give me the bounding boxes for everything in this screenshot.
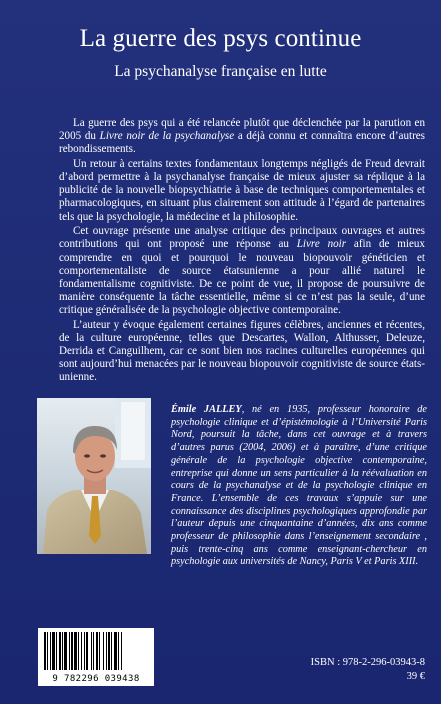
- blurb-paragraph: La guerre des psys qui a été relancée plutôt que déclenchée par la parution en 2005 du Livre noir de la psychanalyse a déjà connu et connaîtra encore d’autres rebondissements.: [59, 117, 426, 156]
- barcode-bar: [118, 632, 119, 670]
- barcode-bar: [86, 632, 88, 670]
- barcode-bar: [64, 632, 67, 670]
- barcode-bar: [62, 632, 63, 670]
- barcode-bar: [111, 632, 112, 670]
- blurb-paragraph: Cet ouvrage présente une analyse critique des principaux ouvrages et autres contributions qui ont proposé une réponse au Livre noir afin de mieux comprendre en quoi et pourquoi le nouveau biopouvoir généticien et comportementaliste de source étatsunienne a pour allié naturel le fondamentalisme cognitiviste. De ce point de vue, il propose de poursuivre de manière conséquente la tâche essentielle, même si ce n’est pas la seule, d’une critique généralisée de la psychologie objective contemporaine.: [59, 225, 425, 317]
- author-name: Émile JALLEY: [171, 404, 242, 415]
- barcode-bar: [84, 632, 85, 670]
- barcode-bar: [52, 632, 55, 670]
- barcode-bar: [99, 632, 100, 670]
- barcode-bar: [96, 632, 98, 670]
- barcode-bar: [91, 632, 92, 670]
- barcode-bar: [69, 632, 70, 670]
- barcode-digits: 9 782296 039438: [52, 674, 140, 684]
- blurb-paragraph: Un retour à certains textes fondamentaux longtemps négligés de Freud devrait d’abord permettre à la psychanalyse française de mieux ajuster sa réplique à la publicité de la nouvelle biopsychiatrie à base de techniques comportementales et pharmacologiques, en situant plus clairement son attitude à l’égard de partenaires tels que la psychologie, la médecine et la philosophie.: [59, 157, 425, 223]
- price: 39 €: [406, 671, 425, 682]
- barcode-bar: [108, 632, 110, 670]
- author-bio: [171, 404, 427, 569]
- barcode-bar: [93, 632, 94, 670]
- barcode-bar: [74, 632, 77, 670]
- isbn: ISBN : 978-2-296-03943-8: [310, 657, 425, 668]
- book-title: La guerre des psys continue: [79, 25, 362, 52]
- barcode-bar: [106, 632, 107, 670]
- barcode-bar: [47, 632, 48, 670]
- barcode-bar: [81, 632, 82, 670]
- barcode: [38, 628, 154, 686]
- author-bio-text: , né en 1935, professeur honoraire de psychologie clinique et d’épistémologie à l’Université Paris Nord, poursuit la tâche, dans cet ouvrage et à travers d’autres parus (2004, 2006) et à paraître, d’une critique générale de la psychologie objective contemporaine, entreprise qui donne un sens particulier à la réévaluation en cours de la psychanalyse et de la psychologie clinique en France. L’ensemble de ces travaux s’appuie sur une connaissance des disciplines psychologiques approfondie par l’auteur depuis une cinquantaine d’années, dix ans comme professeur de philosophie dans l’enseignement secondaire , puis trente-cinq ans comme enseignant-chercheur en psychologie aux universités de Nancy, Paris V et Paris XIII.: [171, 404, 428, 568]
- author-photo: [37, 398, 151, 554]
- blurb: [59, 117, 425, 386]
- barcode-bar: [59, 632, 61, 670]
- barcode-bar: [71, 632, 73, 670]
- barcode-bar: [78, 632, 79, 670]
- barcode-bars: [38, 628, 154, 674]
- blurb-paragraph: L’auteur y évoque également certaines figures célèbres, anciennes et récentes, de la culture européenne, telles que Descartes, Wallon, Althusser, Deleuze, Derrida et Canguilhem, car ce sont bien nos racines culturelles européennes qui sont aujourd’hui menacées par le nouveau biopouvoir cognitiviste de source états-unienne.: [59, 318, 425, 384]
- author-portrait-image: [37, 398, 151, 554]
- barcode-bar: [50, 632, 51, 670]
- barcode-bar: [56, 632, 57, 670]
- barcode-bar: [44, 632, 46, 670]
- barcode-bar: [114, 632, 117, 670]
- book-subtitle: La psychanalyse française en lutte: [114, 63, 327, 80]
- barcode-bar: [121, 632, 122, 670]
- barcode-bar: [103, 632, 104, 670]
